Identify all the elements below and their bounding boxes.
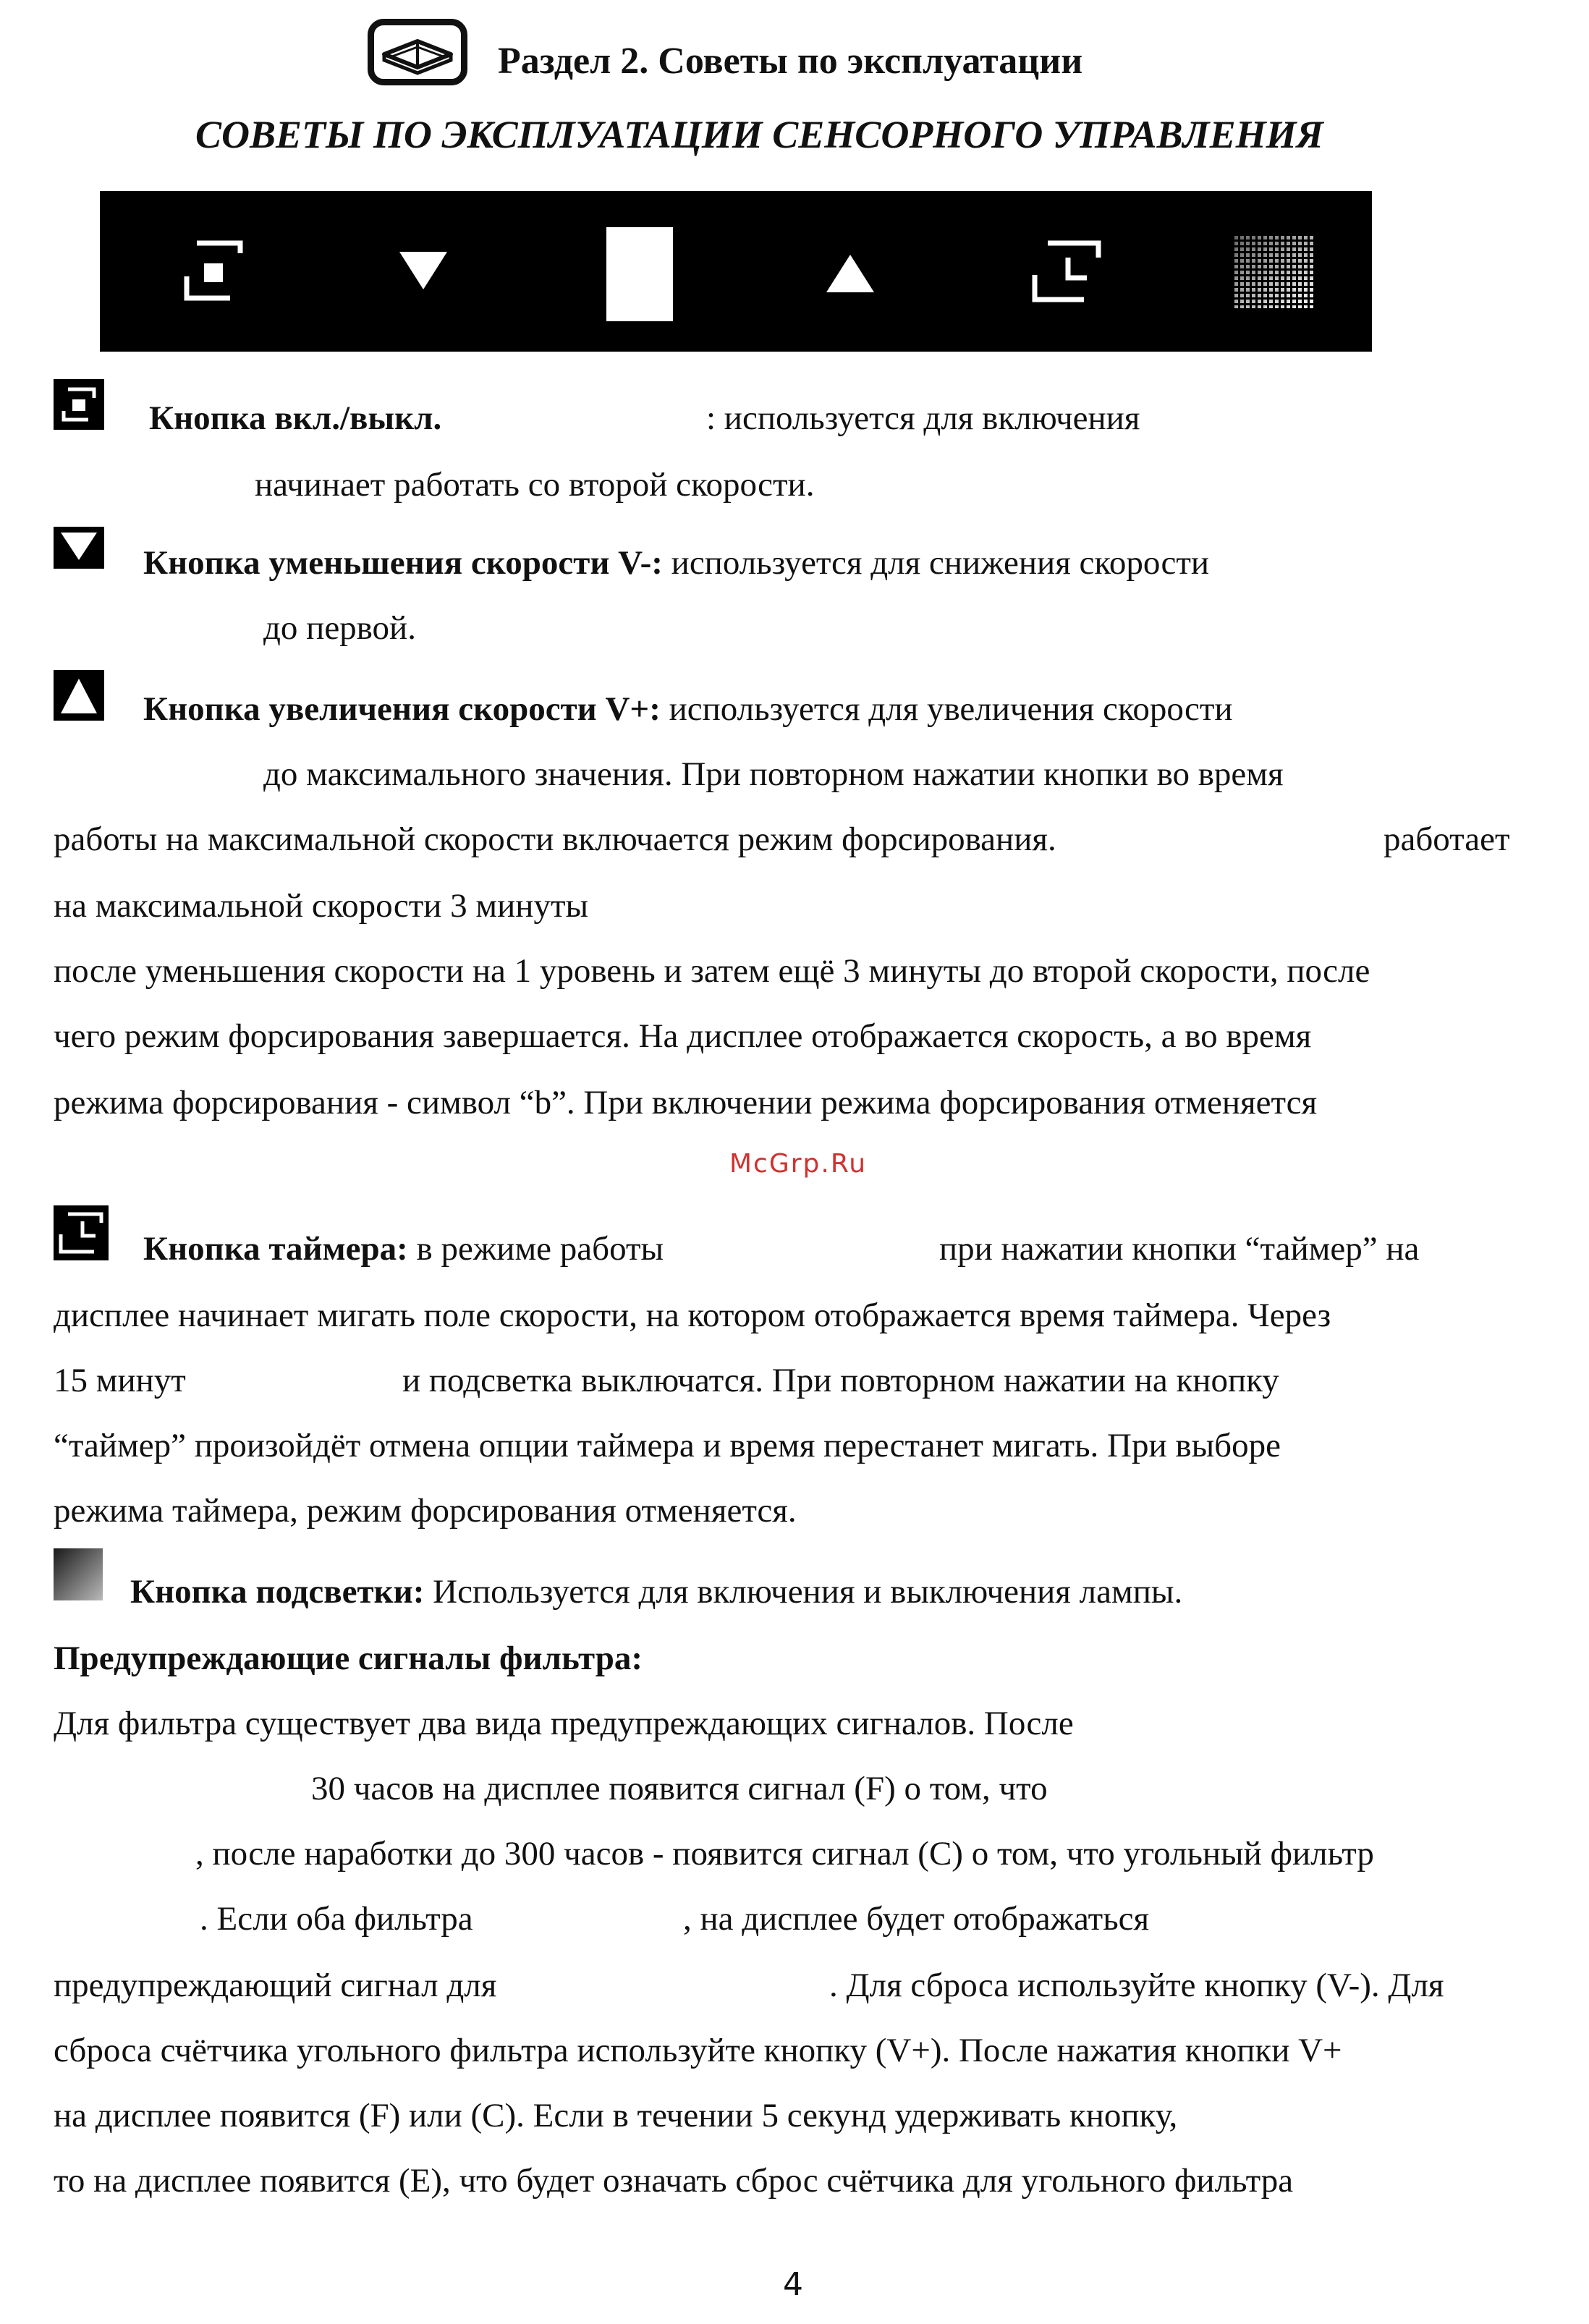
timer-line-1: дисплее начинает мигать поле скорости, на котором отображается время таймера. Через <box>54 1297 1331 1334</box>
speed-up-line-4: после уменьшения скорости на 1 уровень и затем ещё 3 минуты до второй скорости, после <box>54 952 1370 990</box>
speed-down-text: используется для снижения скорости <box>662 544 1210 582</box>
timer-line-2b: и подсветка выключатся. При повторном нажатии на кнопку <box>402 1362 1279 1399</box>
light-icon <box>1234 236 1315 308</box>
section-title: Раздел 2. Советы по эксплуатации <box>498 41 1083 82</box>
power-button-text: : используется для включения <box>706 399 1140 437</box>
filter-heading: Предупреждающие сигналы фильтра: <box>54 1640 643 1677</box>
speed-down-icon <box>54 527 104 577</box>
speed-up-text: используется для увеличения скорости <box>660 690 1233 728</box>
speed-up-line-6: режима форсирования - символ “b”. При включении режима форсирования отменяется <box>54 1084 1318 1121</box>
power-icon <box>54 379 104 430</box>
filter-line-1: Для фильтра существует два вида предупреждающих сигналов. После <box>54 1705 1074 1742</box>
watermark: McGrp.Ru <box>729 1149 868 1179</box>
speed-up-line-2: работы на максимальной скорости включается режим форсирования. <box>54 820 1056 858</box>
filter-line-7: на дисплее появится (F) или (C). Если в течении 5 секунд удерживать кнопку, <box>54 2097 1178 2134</box>
speed-down-text-2: до первой. <box>263 609 416 647</box>
filter-line-4: . Если оба фильтра <box>200 1900 473 1938</box>
speed-up-line-5: чего режим форсирования завершается. На дисплее отображается скорость, а во время <box>54 1017 1312 1055</box>
display-icon <box>606 227 673 321</box>
power-icon <box>181 236 246 305</box>
light-icon <box>54 1548 103 1600</box>
timer-text-2: при нажатии кнопки “таймер” на <box>939 1230 1420 1268</box>
book-icon <box>368 19 467 85</box>
speed-up-line-1: до максимального значения. При повторном нажатии кнопки во время <box>263 755 1284 793</box>
speed-down-icon <box>398 250 449 291</box>
speed-up-icon <box>54 670 104 721</box>
filter-line-5: предупреждающий сигнал для <box>54 1967 497 2004</box>
speed-up-line-3: на максимальной скорости 3 минуты <box>54 887 589 925</box>
page-number: 4 <box>783 2266 803 2303</box>
speed-up-label: Кнопка увеличения скорости V+: <box>143 690 661 728</box>
light-paragraph <box>130 1570 1182 1613</box>
timer-line-4: режима таймера, режим форсирования отменяется. <box>54 1492 797 1530</box>
speed-up-paragraph <box>143 687 1233 731</box>
timer-label: Кнопка таймера: <box>143 1230 408 1268</box>
control-panel <box>100 191 1372 352</box>
filter-line-4b: , на дисплее будет отображаться <box>683 1900 1150 1938</box>
timer-icon <box>54 1205 109 1260</box>
filter-line-2: 30 часов на дисплее появится сигнал (F) о том, что <box>311 1770 1048 1807</box>
timer-line-2: 15 минут <box>54 1362 186 1399</box>
power-button-label: Кнопка вкл./выкл. <box>149 399 442 437</box>
timer-text: в режиме работы <box>407 1230 664 1268</box>
light-text: Используется для включения и выключения лампы. <box>424 1573 1183 1611</box>
light-label: Кнопка подсветки: <box>130 1573 425 1611</box>
speed-down-paragraph <box>143 541 1209 585</box>
timer-line-3: “таймер” произойдёт отмена опции таймера и время перестанет мигать. При выборе <box>54 1427 1281 1464</box>
filter-line-5b: . Для сброса используйте кнопку (V-). Для <box>829 1967 1444 2004</box>
speed-up-line-2b: работает <box>1384 820 1510 858</box>
power-button-text-2: начинает работать со второй скорости. <box>255 466 815 504</box>
timer-icon <box>1027 236 1107 308</box>
speed-down-label: Кнопка уменьшения скорости V-: <box>143 544 663 582</box>
page-subtitle: СОВЕТЫ ПО ЭКСПЛУАТАЦИИ СЕНСОРНОГО УПРАВЛЕНИЯ <box>195 113 1323 156</box>
timer-paragraph <box>143 1227 664 1271</box>
filter-line-8: то на дисплее появится (E), что будет означать сброс счётчика для угольного фильтра <box>54 2162 1294 2200</box>
filter-line-3: , после наработки до 300 часов - появится сигнал (C) о том, что угольный фильтр <box>195 1835 1374 1873</box>
filter-line-6: сброса счётчика угольного фильтра используйте кнопку (V+). После нажатия кнопки V+ <box>54 2032 1342 2069</box>
speed-up-icon <box>825 253 876 294</box>
